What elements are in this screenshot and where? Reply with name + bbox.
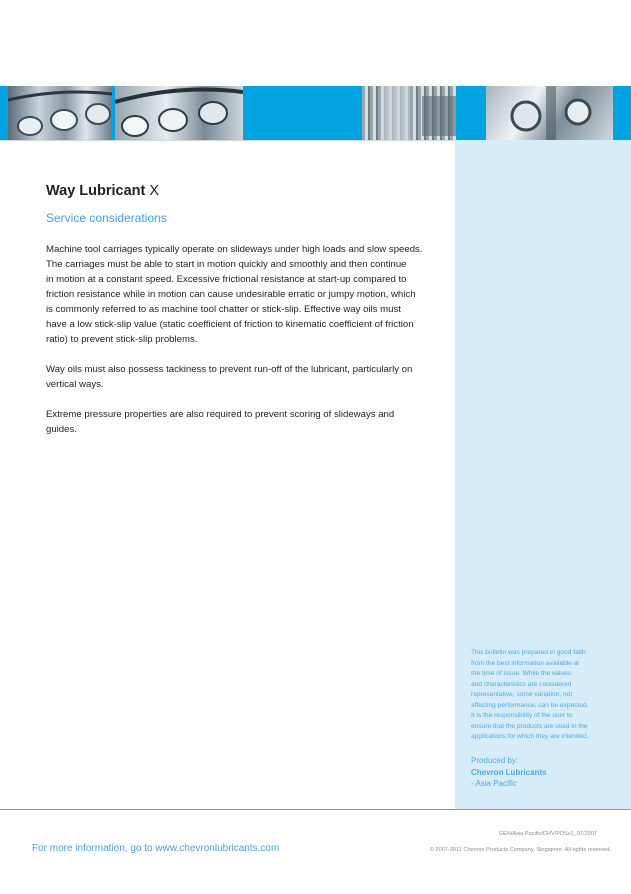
- bearing-photo: [8, 86, 112, 140]
- body-text: [46, 242, 451, 452]
- document-code: GEN/Asia Pacific/CHV/PDSv1_07/2007: [498, 831, 597, 837]
- produced-by-block: [471, 755, 547, 790]
- region-label: - Asia Pacific: [471, 779, 517, 788]
- more-info-link[interactable]: For more information, go to www.chevronlubricants.com: [32, 843, 280, 854]
- company-name: Chevron Lubricants: [471, 767, 547, 777]
- header-banner: [0, 86, 631, 140]
- machine-photo: [486, 86, 613, 140]
- produced-by-label: Produced by:: [471, 756, 519, 765]
- paragraph: Machine tool carriages typically operate on slideways under high loads and slow speeds. The carriages must be able to start in motion quickly and smoothly and then continue in motion at a constant speed. Excessive frictional resistance at start-up compared to friction resistance while in motion can cause undesirable erratic or jumpy motion, which is commonly referred to as machine tool chatter or stick-slip. Effective way oils must have a low stick-slip value (static coefficient of friction to kinematic coefficient of friction ratio) to prevent stick-slip problems.: [46, 244, 423, 345]
- disclaimer-text: This bulletin was prepared in good faith from the best information available at the time of issue. While the values and characteristics are considered representative, some variation, not affecting performance, can be expected. It is the responsibility of the user to ensure that the products are used in the applications for which they are intended.: [471, 649, 589, 740]
- page-title: Way Lubricant X: [46, 183, 160, 199]
- paragraph: Way oils must also possess tackiness to prevent run-off of the lubricant, particularly on vertical ways.: [46, 364, 413, 390]
- bearing-photo-2: [115, 86, 243, 140]
- divider-footer: [0, 809, 631, 810]
- section-subtitle: Service considerations: [46, 211, 167, 225]
- copyright-notice: © 2007-2011 Chevron Products Company. Singapore. All rights reserved.: [429, 847, 611, 853]
- gear-photo: [362, 86, 456, 140]
- divider-top: [0, 140, 455, 141]
- paragraph: Extreme pressure properties are also required to prevent scoring of slideways and guides.: [46, 409, 395, 435]
